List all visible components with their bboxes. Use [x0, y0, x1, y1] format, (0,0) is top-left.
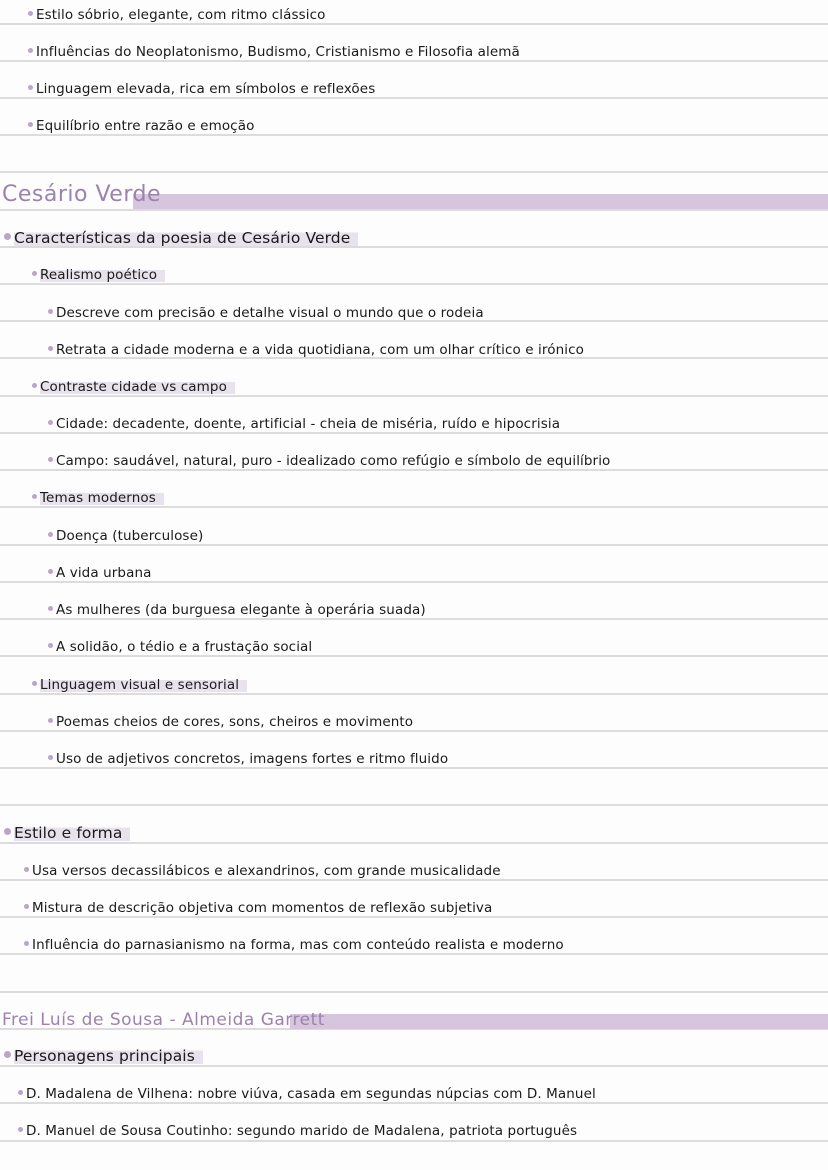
subheading-contraste: Contraste cidade vs campo [32, 377, 235, 397]
list-item: Retrata a cidade moderna e a vida quotidiana, com um olhar crítico e irónico [48, 340, 584, 360]
list-item: A vida urbana [48, 563, 151, 583]
list-item: As mulheres (da burguesa elegante à operária suada) [48, 600, 426, 620]
list-item: D. Manuel de Sousa Coutinho: segundo marido de Madalena, patriota português [18, 1121, 577, 1141]
list-item: Estilo sóbrio, elegante, com ritmo clássico [28, 5, 326, 25]
bullet-icon [48, 569, 53, 574]
bullet-icon [4, 1051, 11, 1058]
list-item: Influências do Neoplatonismo, Budismo, Cristianismo e Filosofia alemã [28, 42, 520, 62]
list-item: A solidão, o tédio e a frustação social [48, 637, 312, 657]
list-item: Influência do parnasianismo na forma, mas com conteúdo realista e moderno [24, 935, 564, 955]
bullet-icon [24, 904, 29, 909]
bullet-icon [48, 755, 53, 760]
heading-characteristics: Características da poesia de Cesário Verde [4, 228, 358, 248]
list-item: Usa versos decassilábicos e alexandrinos, com grande musicalidade [24, 861, 501, 881]
rule-line [0, 209, 828, 211]
bullet-icon [4, 233, 11, 240]
bullet-icon [24, 867, 29, 872]
rule-line [0, 991, 828, 993]
bullet-icon [32, 383, 37, 388]
list-item: Doença (tuberculose) [48, 526, 203, 546]
subheading-realismo: Realismo poético [32, 265, 165, 285]
bullet-icon [48, 457, 53, 462]
bullet-icon [18, 1090, 23, 1095]
bullet-icon [32, 271, 37, 276]
list-item: Mistura de descrição objetiva com momentos de reflexão subjetiva [24, 898, 492, 918]
bullet-icon [32, 681, 37, 686]
bullet-icon [28, 85, 33, 90]
section-title: Frei Luís de Sousa - Almeida Garrett [2, 1010, 325, 1030]
list-item: D. Madalena de Vilhena: nobre viúva, casada em segundas núpcias com D. Manuel [18, 1084, 596, 1104]
bullet-icon [48, 420, 53, 425]
bullet-icon [18, 1127, 23, 1132]
subheading-temas: Temas modernos [32, 488, 164, 508]
list-item: Linguagem elevada, rica em símbolos e reflexões [28, 79, 375, 99]
rule-line [0, 171, 828, 173]
bullet-icon [28, 48, 33, 53]
bullet-icon [28, 11, 33, 16]
bullet-icon [48, 309, 53, 314]
section-band [133, 194, 828, 209]
bullet-icon [4, 828, 11, 835]
list-item: Cidade: decadente, doente, artificial - cheia de miséria, ruído e hipocrisia [48, 414, 560, 434]
rule-line [0, 804, 828, 806]
bullet-icon [28, 122, 33, 127]
bullet-icon [48, 346, 53, 351]
bullet-icon [24, 941, 29, 946]
list-item: Equilíbrio entre razão e emoção [28, 116, 254, 136]
list-item: Descreve com precisão e detalhe visual o mundo que o rodeia [48, 303, 484, 323]
section-band [290, 1014, 828, 1029]
heading-estilo: Estilo e forma [4, 823, 130, 843]
list-item: Uso de adjetivos concretos, imagens fortes e ritmo fluido [48, 749, 448, 769]
subheading-linguagem: Linguagem visual e sensorial [32, 675, 247, 695]
bullet-icon [32, 494, 37, 499]
bullet-icon [48, 532, 53, 537]
bullet-icon [48, 718, 53, 723]
list-item: Poemas cheios de cores, sons, cheiros e movimento [48, 712, 413, 732]
section-title: Cesário Verde [2, 182, 161, 207]
heading-personagens: Personagens principais [4, 1046, 203, 1066]
list-item: Campo: saudável, natural, puro - idealizado como refúgio e símbolo de equilíbrio [48, 451, 610, 471]
bullet-icon [48, 643, 53, 648]
bullet-icon [48, 606, 53, 611]
